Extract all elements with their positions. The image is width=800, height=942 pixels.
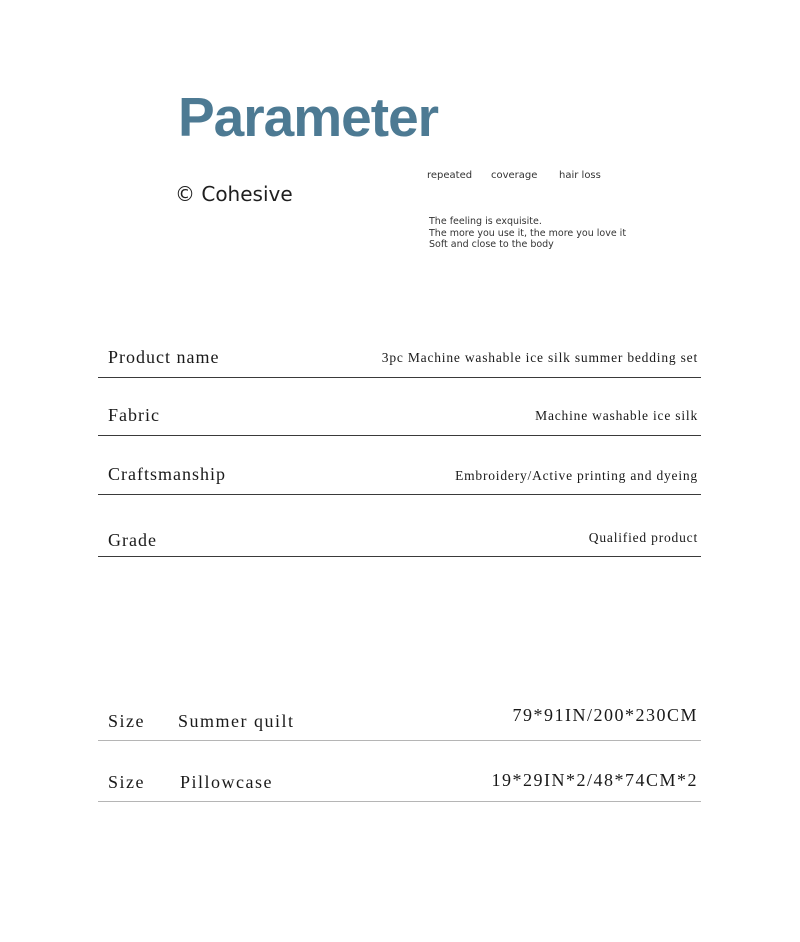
spec-row-craftsmanship: [98, 452, 701, 495]
brand-name: © Cohesive: [175, 182, 293, 206]
spec-value: Machine washable ice silk: [535, 408, 698, 423]
spec-label: Grade: [108, 530, 157, 550]
spec-label: Craftsmanship: [108, 464, 226, 484]
size-label: Size: [108, 772, 145, 792]
spec-row-grade: [98, 518, 701, 557]
description-line: The more you use it, the more you love it: [429, 227, 627, 239]
description-line: The feeling is exquisite.: [429, 216, 542, 227]
spec-value: Embroidery/Active printing and dyeing: [455, 468, 698, 483]
size-value: 19*29IN*2/48*74CM*2: [491, 770, 698, 790]
spec-label: Product name: [108, 347, 220, 367]
size-item: Pillowcase: [180, 772, 273, 792]
spec-row-product-name: [98, 336, 701, 378]
tag-coverage: coverage: [491, 170, 538, 181]
size-row-summer-quilt: [98, 698, 701, 741]
feature-description: [429, 216, 626, 251]
size-value: 79*91IN/200*230CM: [512, 705, 698, 725]
tag-hair-loss: hair loss: [559, 170, 601, 181]
spec-label: Fabric: [108, 405, 160, 425]
size-item: Summer quilt: [178, 711, 295, 731]
size-label: Size: [108, 711, 145, 731]
spec-row-fabric: [98, 394, 701, 436]
spec-value: Qualified product: [588, 530, 698, 545]
page-title: Parameter: [178, 86, 439, 148]
tag-repeated: repeated: [427, 170, 473, 181]
size-row-pillowcase: [98, 760, 701, 802]
spec-value: 3pc Machine washable ice silk summer bedding set: [381, 350, 698, 365]
description-line: Soft and close to the body: [429, 239, 554, 250]
